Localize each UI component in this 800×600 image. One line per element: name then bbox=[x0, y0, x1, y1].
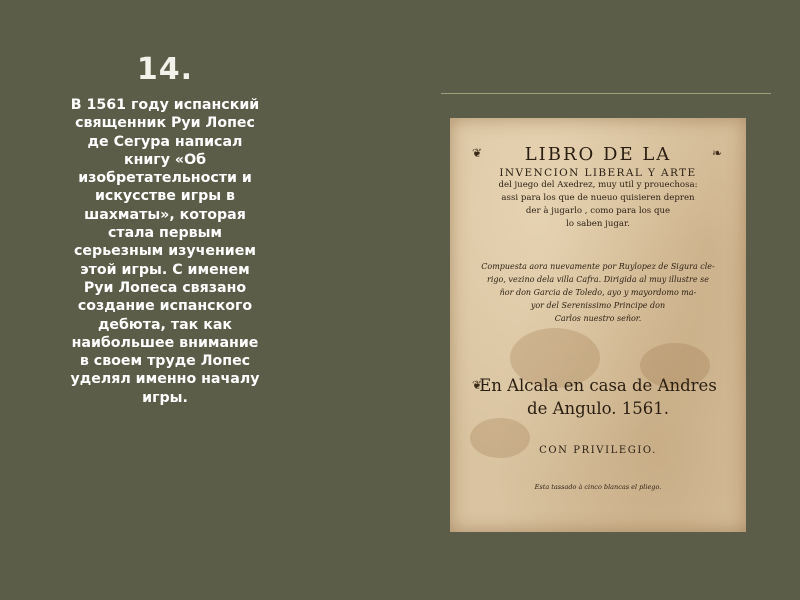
book-author-line: rigo, vezino dela villa Cafra. Dirigida al muy illustre se bbox=[487, 275, 709, 284]
body-line: изобретательности и bbox=[78, 170, 252, 187]
body-line: дебюта, так как bbox=[97, 316, 233, 333]
body-line: наибольшее внимание bbox=[71, 334, 259, 351]
body-line: де Сегура написал bbox=[87, 133, 243, 150]
body-line: уделял именно началу bbox=[70, 371, 260, 388]
body-line: шахматы», которая bbox=[84, 206, 246, 223]
book-subtitle: INVENCION LIBERAL Y ARTE bbox=[499, 167, 697, 179]
book-text-line: del juego del Axedrez, muy util y prouechosa: bbox=[498, 180, 698, 190]
fleuron-icon: ❧ bbox=[712, 146, 723, 160]
fleuron-icon: ❦ bbox=[472, 146, 483, 160]
body-line: искусстве игры в bbox=[94, 188, 236, 205]
body-line: В 1561 году испанский bbox=[70, 97, 260, 113]
body-line: стала первым bbox=[107, 225, 223, 242]
book-price-line: Esta tassado à cinco blancas el pliego. bbox=[534, 483, 662, 491]
body-line: создание испанского bbox=[77, 298, 253, 315]
fleuron-icon: ❦ bbox=[472, 378, 483, 392]
body-line: игры. bbox=[142, 389, 188, 406]
book-text-line: lo saben jugar. bbox=[566, 219, 630, 229]
body-line: в своем труде Лопес bbox=[79, 353, 251, 370]
book-title: LIBRO DE LA bbox=[524, 144, 672, 165]
body-line: Руи Лопеса связано bbox=[83, 279, 247, 296]
slide-body-text bbox=[40, 96, 290, 407]
slide-title: 14. bbox=[136, 52, 194, 87]
book-imprint-line: En Alcala en casa de Andres bbox=[479, 376, 717, 395]
divider-line bbox=[441, 93, 771, 94]
book-text-line: assi para los que de nueuo quisieren depren bbox=[501, 193, 695, 203]
book-privilege-line: CON PRIVILEGIO. bbox=[539, 445, 657, 456]
body-line: этой игры. С именем bbox=[80, 261, 250, 278]
body-line: серьезным изучением bbox=[74, 243, 256, 260]
body-line: священник Руи Лопес bbox=[75, 115, 255, 132]
body-line: книгу «Об bbox=[123, 151, 207, 168]
book-author-line: ñor don Garcia de Toledo, ayo y mayordomo ma- bbox=[499, 288, 697, 297]
book-author-line: yor del Serenissimo Principe don bbox=[530, 301, 666, 310]
book-author-line: Compuesta aora nuevamente por Ruylopez de Sigura cle- bbox=[481, 262, 715, 271]
book-imprint-line: de Angulo. 1561. bbox=[527, 399, 669, 418]
book-author-line: Carlos nuestro señor. bbox=[554, 314, 642, 323]
book-title-page-image bbox=[450, 118, 746, 532]
book-text-line: der à jugarlo , como para los que bbox=[525, 206, 671, 216]
